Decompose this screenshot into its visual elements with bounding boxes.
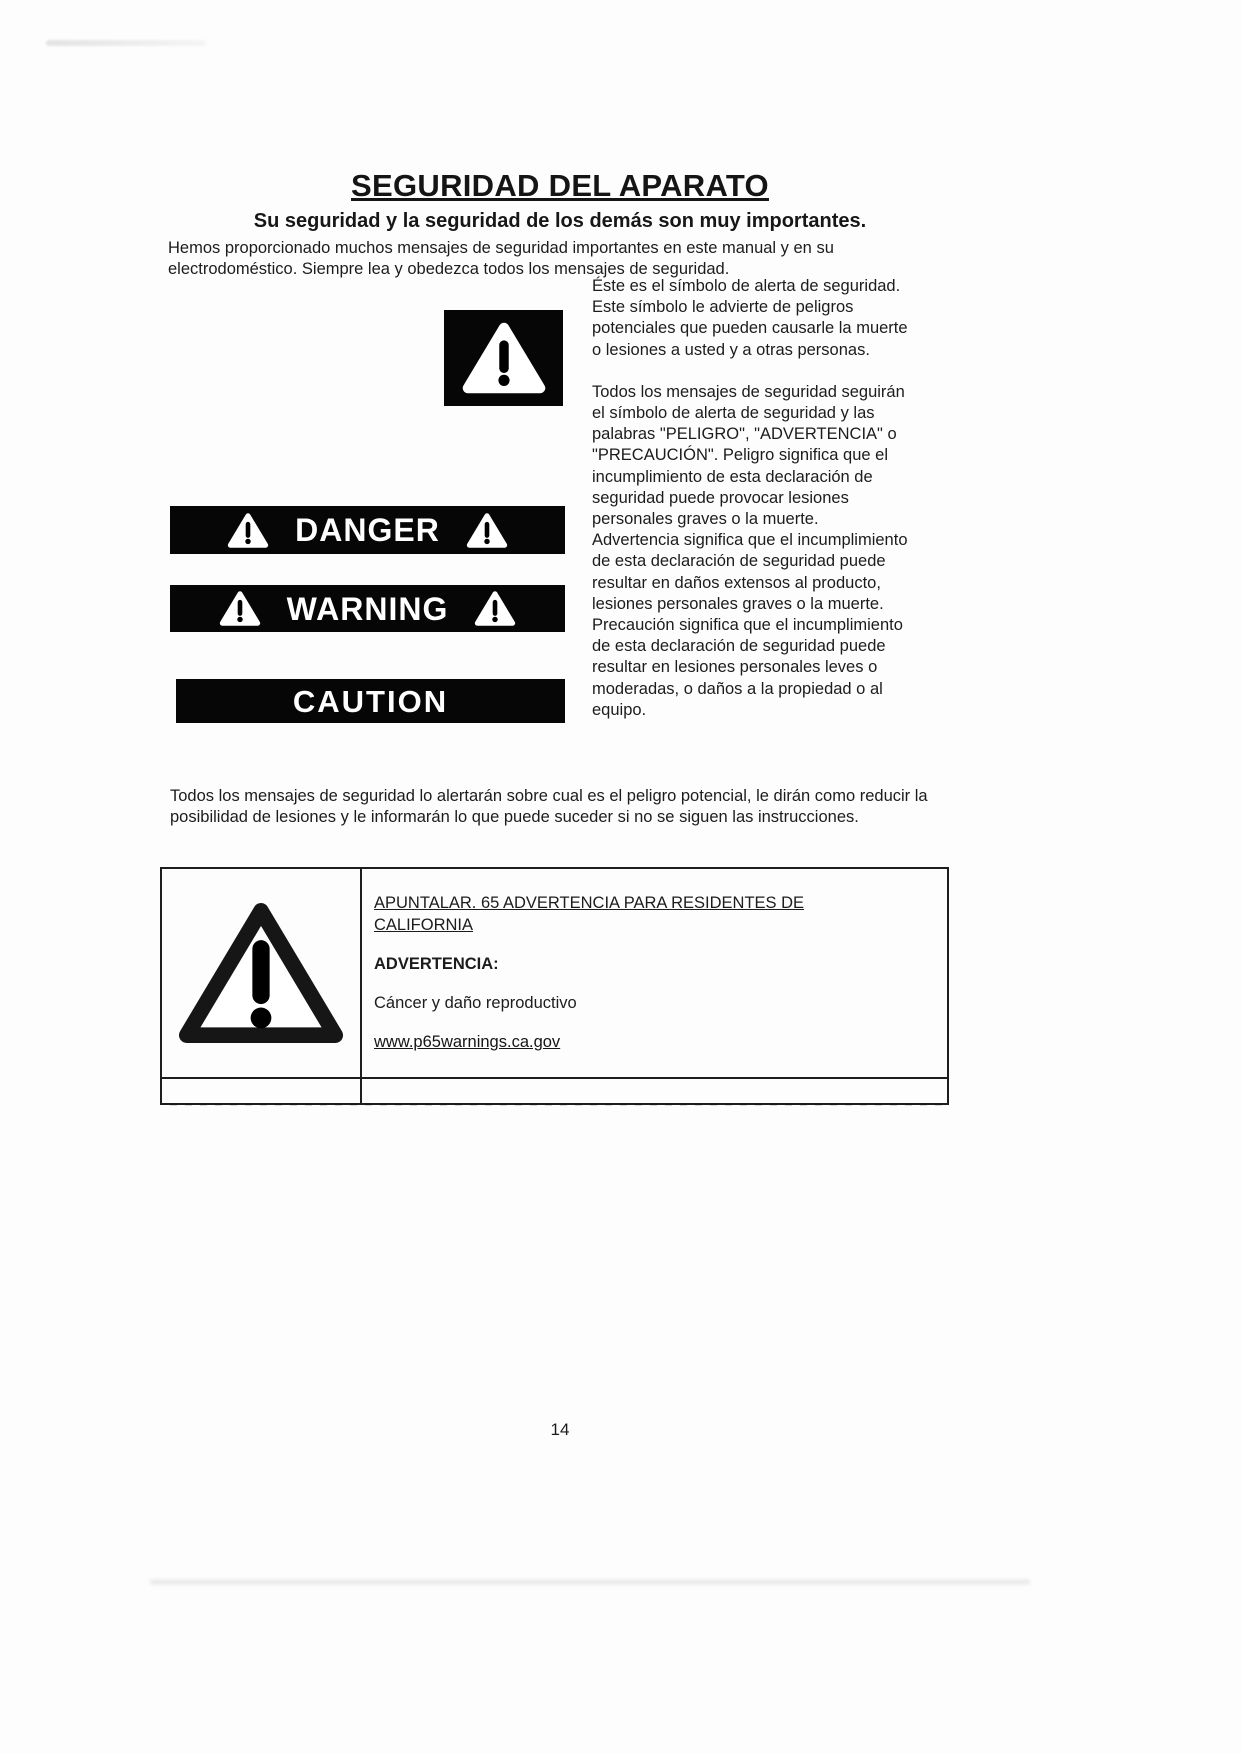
alert-description-column bbox=[592, 276, 916, 721]
prop65-body-text: Cáncer y daño reproductivo bbox=[374, 994, 577, 1012]
prop65-empty-cell-right bbox=[362, 1079, 947, 1103]
prop65-main-row bbox=[162, 869, 947, 1077]
scan-artifact bbox=[150, 1580, 1030, 1584]
warning-triangle-icon bbox=[466, 512, 508, 549]
page-header bbox=[168, 168, 952, 280]
closing-paragraph: Todos los mensajes de seguridad lo alertarán sobre cual es el peligro potencial, le dirán como reducir la posibilidad de lesiones y le informarán lo que puede suceder si no se siguen las instrucciones. bbox=[170, 787, 928, 826]
prop65-warning-box bbox=[160, 867, 949, 1105]
warning-triangle-icon bbox=[461, 320, 547, 396]
page-subtitle: Su seguridad y la seguridad de los demás son muy importantes. bbox=[253, 210, 867, 232]
warning-triangle-icon bbox=[474, 590, 516, 627]
signal-words-paragraph: Todos los mensajes de seguridad seguirán el símbolo de alerta de seguridad y las palabras "PELIGRO", "ADVERTENCIA" o "PRECAUCIÓN". Peligro significa que el incumplimiento de esta declaración de seguridad puede provocar lesiones personales graves o la muerte. bbox=[592, 382, 905, 529]
page-number: 14 bbox=[550, 1420, 570, 1439]
warning-triangle-icon bbox=[227, 512, 269, 549]
intro-paragraph: Hemos proporcionado muchos mensajes de seguridad importantes en este manual y en su electrodoméstico. Siempre lea y obedezca todos los mensajes de seguridad. bbox=[168, 239, 834, 278]
caution-banner-label: CAUTION bbox=[292, 683, 449, 719]
warning-triangle-outline-icon bbox=[174, 897, 348, 1049]
danger-banner bbox=[170, 506, 565, 554]
signal-meanings-paragraph: Advertencia significa que el incumplimiento de esta declaración de seguridad puede resultar en daños extensos al producto, lesiones personales graves o la muerte. Precaución significa que el incumplimiento de esta declaración de seguridad puede resultar en lesiones personales leves o moderadas, o daños a la propiedad o al equipo. bbox=[592, 531, 908, 719]
page-title: SEGURIDAD DEL APARATO bbox=[351, 168, 769, 203]
warning-banner-label: WARNING bbox=[286, 590, 449, 627]
prop65-icon-cell bbox=[162, 869, 362, 1077]
caution-banner bbox=[176, 679, 565, 723]
warning-triangle-icon bbox=[219, 590, 261, 627]
prop65-heading: APUNTALAR. 65 ADVERTENCIA PARA RESIDENTES DE CALIFORNIA bbox=[374, 894, 805, 934]
prop65-text-cell bbox=[362, 869, 947, 1077]
danger-banner-label: DANGER bbox=[295, 512, 440, 548]
safety-alert-symbol-plate bbox=[444, 310, 563, 406]
prop65-empty-cell-left bbox=[162, 1079, 362, 1103]
scan-artifact bbox=[46, 40, 206, 46]
alert-symbol-paragraph: Éste es el símbolo de alerta de seguridad. Este símbolo le advierte de peligros potenciales que pueden causarle la muerte o lesiones a usted y a otras personas. bbox=[592, 277, 908, 359]
warning-banner bbox=[170, 585, 565, 632]
prop65-empty-row bbox=[162, 1077, 947, 1103]
prop65-link[interactable]: www.p65warnings.ca.gov bbox=[374, 1033, 561, 1051]
prop65-warning-label: ADVERTENCIA: bbox=[374, 955, 499, 973]
